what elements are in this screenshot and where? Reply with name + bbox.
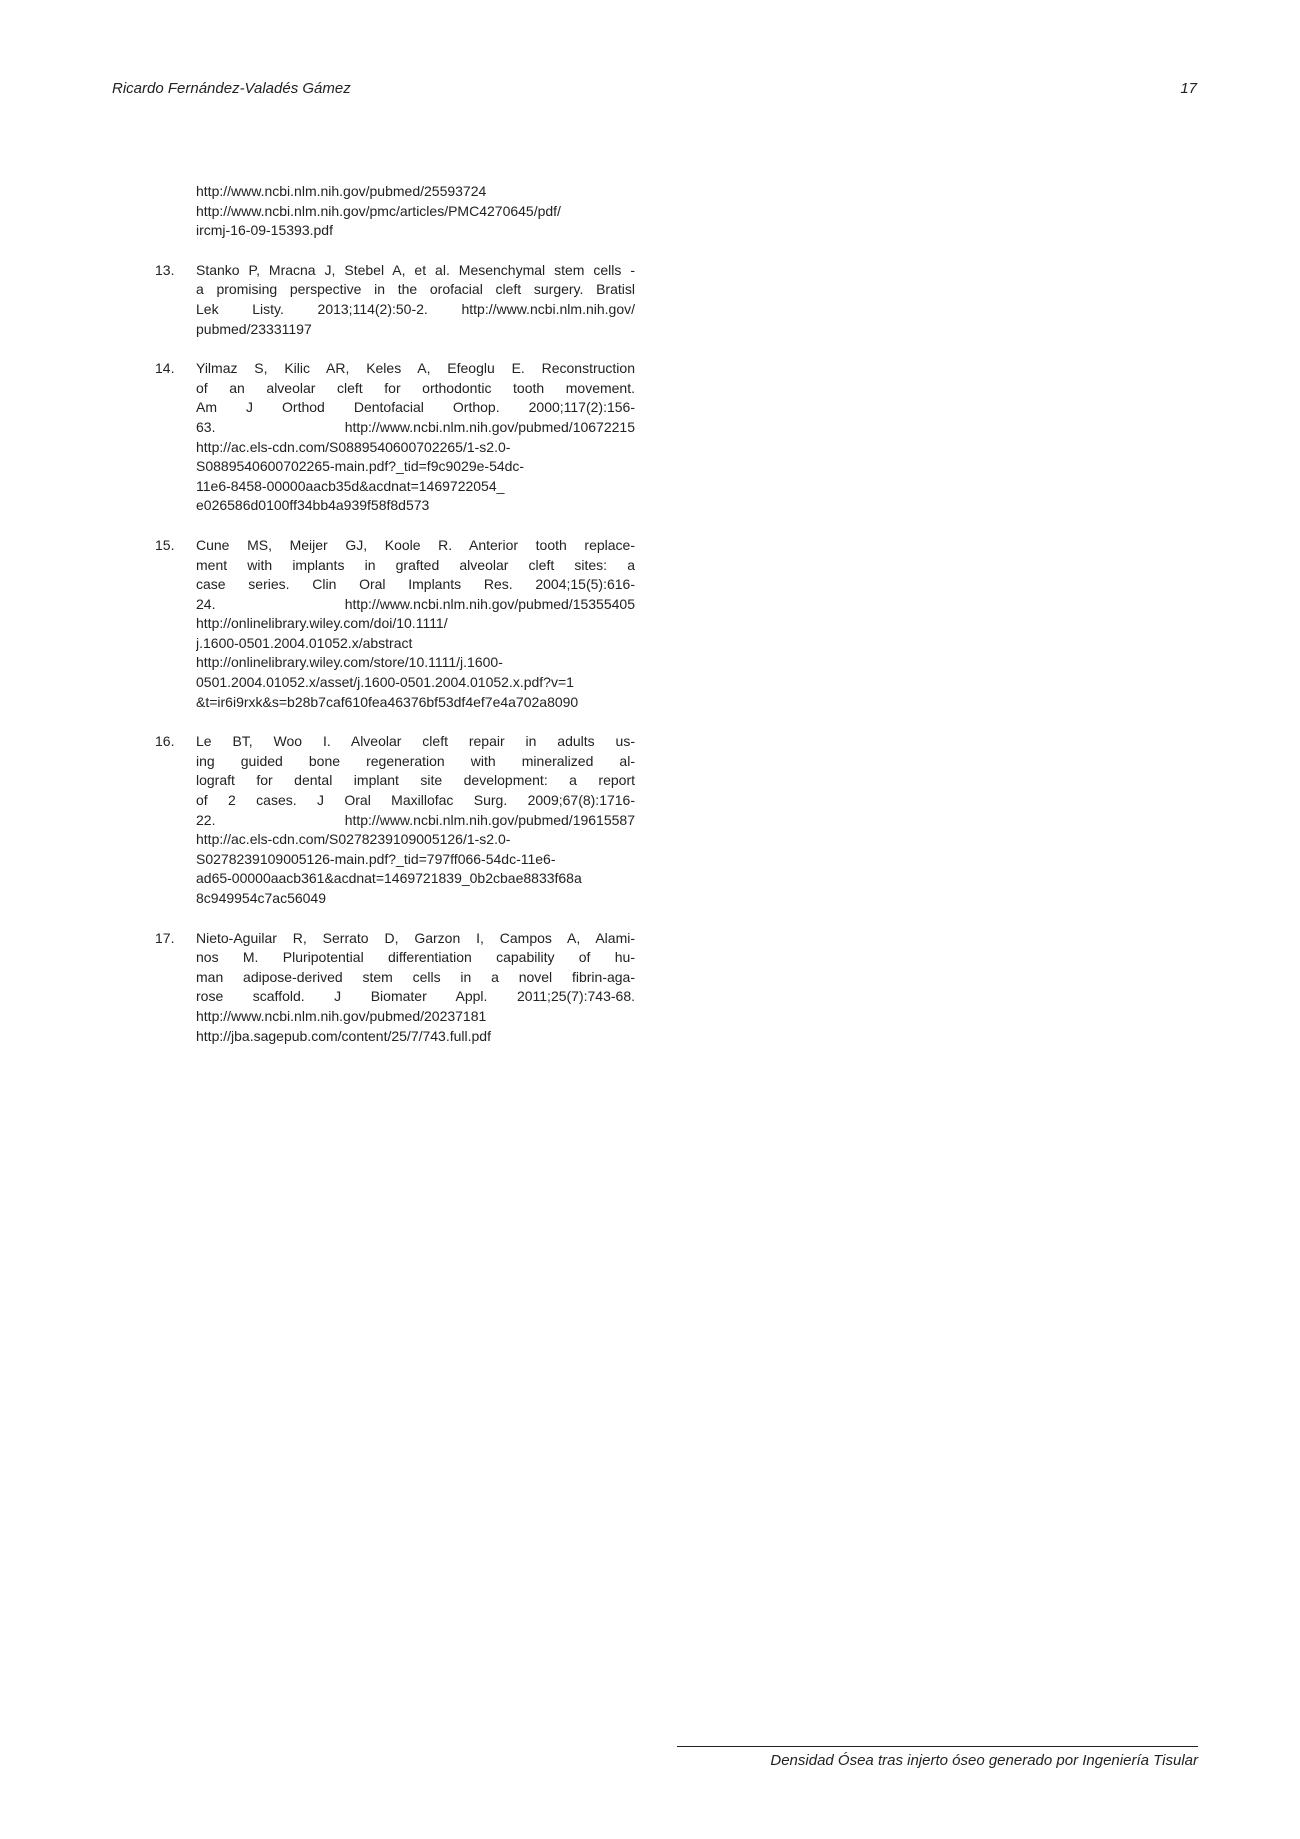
reference-line: 24. http://www.ncbi.nlm.nih.gov/pubmed/15355405 [196, 595, 635, 612]
reference-line: pubmed/23331197 [196, 320, 312, 337]
reference-text [196, 536, 635, 712]
reference-number: 15. [155, 536, 175, 553]
reference-line: http://jba.sagepub.com/content/25/7/743.full.pdf [196, 1027, 491, 1044]
reference-list [155, 182, 635, 1066]
reference-line: a promising perspective in the orofacial cleft surgery. Bratisl [196, 281, 635, 298]
reference-14 [155, 359, 635, 516]
reference-text [196, 182, 635, 241]
reference-line: Cune MS, Meijer GJ, Koole R. Anterior tooth replace- [196, 536, 635, 553]
reference-line: &t=ir6i9rxk&s=b28b7caf610fea46376bf53df4ef7e4a702a8090 [196, 693, 579, 710]
reference-15 [155, 536, 635, 712]
footer-rule [677, 1746, 1198, 1747]
reference-line: lograft for dental implant site development: a report [196, 772, 635, 789]
reference-17 [155, 929, 635, 1047]
reference-13 [155, 261, 635, 339]
reference-line: case series. Clin Oral Implants Res. 2004;15(5):616- [196, 576, 635, 593]
reference-line: http://www.ncbi.nlm.nih.gov/pubmed/20237181 [196, 1007, 487, 1024]
reference-line: ad65-00000aacb361&acdnat=1469721839_0b2cbae8833f68a [196, 870, 582, 887]
reference-text [196, 732, 635, 908]
reference-line: Lek Listy. 2013;114(2):50-2. http://www.ncbi.nlm.nih.gov/ [196, 300, 635, 317]
reference-text [196, 261, 635, 339]
reference-line: ing guided bone regeneration with mineralized al- [196, 752, 635, 769]
reference-line: rose scaffold. J Biomater Appl. 2011;25(7):743-68. [196, 988, 635, 1005]
reference-16 [155, 732, 635, 908]
reference-line: S0889540600702265-main.pdf?_tid=f9c9029e-54dc- [196, 458, 525, 475]
reference-number: 17. [155, 929, 175, 946]
reference-continuation [155, 182, 635, 241]
reference-line: of 2 cases. J Oral Maxillofac Surg. 2009;67(8):1716- [196, 792, 635, 809]
reference-text [196, 929, 635, 1047]
reference-line: http://www.ncbi.nlm.nih.gov/pubmed/25593724 [196, 183, 487, 199]
reference-line: nos M. Pluripotential differentiation capability of hu- [196, 949, 635, 966]
reference-line: 11e6-8458-00000aacb35d&acdnat=1469722054_ [196, 477, 505, 494]
reference-line: Le BT, Woo I. Alveolar cleft repair in adults us- [196, 733, 635, 750]
reference-line: 22. http://www.ncbi.nlm.nih.gov/pubmed/19615587 [196, 811, 635, 828]
reference-number: 16. [155, 733, 175, 750]
reference-line: of an alveolar cleft for orthodontic tooth movement. [196, 379, 635, 396]
reference-number: 13. [155, 261, 175, 278]
reference-line: http://ac.els-cdn.com/S0278239109005126/1-s2.0- [196, 831, 511, 848]
reference-line: e026586d0100ff34bb4a939f58f8d573 [196, 497, 430, 514]
reference-line: Nieto-Aguilar R, Serrato D, Garzon I, Campos A, Alami- [196, 929, 635, 946]
running-header-author: Ricardo Fernández-Valadés Gámez [112, 80, 351, 97]
reference-line: http://onlinelibrary.wiley.com/doi/10.1111/ [196, 615, 448, 632]
reference-number: 14. [155, 360, 175, 377]
reference-line: ircmj-16-09-15393.pdf [196, 222, 333, 239]
reference-line: http://onlinelibrary.wiley.com/store/10.1111/j.1600- [196, 654, 503, 671]
reference-line: Am J Orthod Dentofacial Orthop. 2000;117(2):156- [196, 399, 635, 416]
running-footer-title: Densidad Ósea tras injerto óseo generado por Ingeniería Tisular [770, 1752, 1198, 1769]
reference-line: Yilmaz S, Kilic AR, Keles A, Efeoglu E. Reconstruction [196, 360, 635, 377]
reference-line: S0278239109005126-main.pdf?_tid=797ff066-54dc-11e6- [196, 850, 556, 867]
reference-line: man adipose-derived stem cells in a novel fibrin-aga- [196, 968, 635, 985]
reference-line: http://www.ncbi.nlm.nih.gov/pmc/articles/PMC4270645/pdf/ [196, 202, 561, 219]
page-number: 17 [1180, 80, 1197, 97]
reference-line: ment with implants in grafted alveolar cleft sites: a [196, 556, 635, 573]
reference-line: 0501.2004.01052.x/asset/j.1600-0501.2004.01052.x.pdf?v=1 [196, 674, 574, 691]
reference-line: 8c949954c7ac56049 [196, 890, 327, 906]
reference-line: http://ac.els-cdn.com/S0889540600702265/1-s2.0- [196, 438, 511, 455]
reference-line: j.1600-0501.2004.01052.x/abstract [196, 634, 413, 651]
reference-line: Stanko P, Mracna J, Stebel A, et al. Mesenchymal stem cells - [196, 261, 635, 278]
reference-line: 63. http://www.ncbi.nlm.nih.gov/pubmed/10672215 [196, 418, 635, 435]
reference-text [196, 359, 635, 516]
